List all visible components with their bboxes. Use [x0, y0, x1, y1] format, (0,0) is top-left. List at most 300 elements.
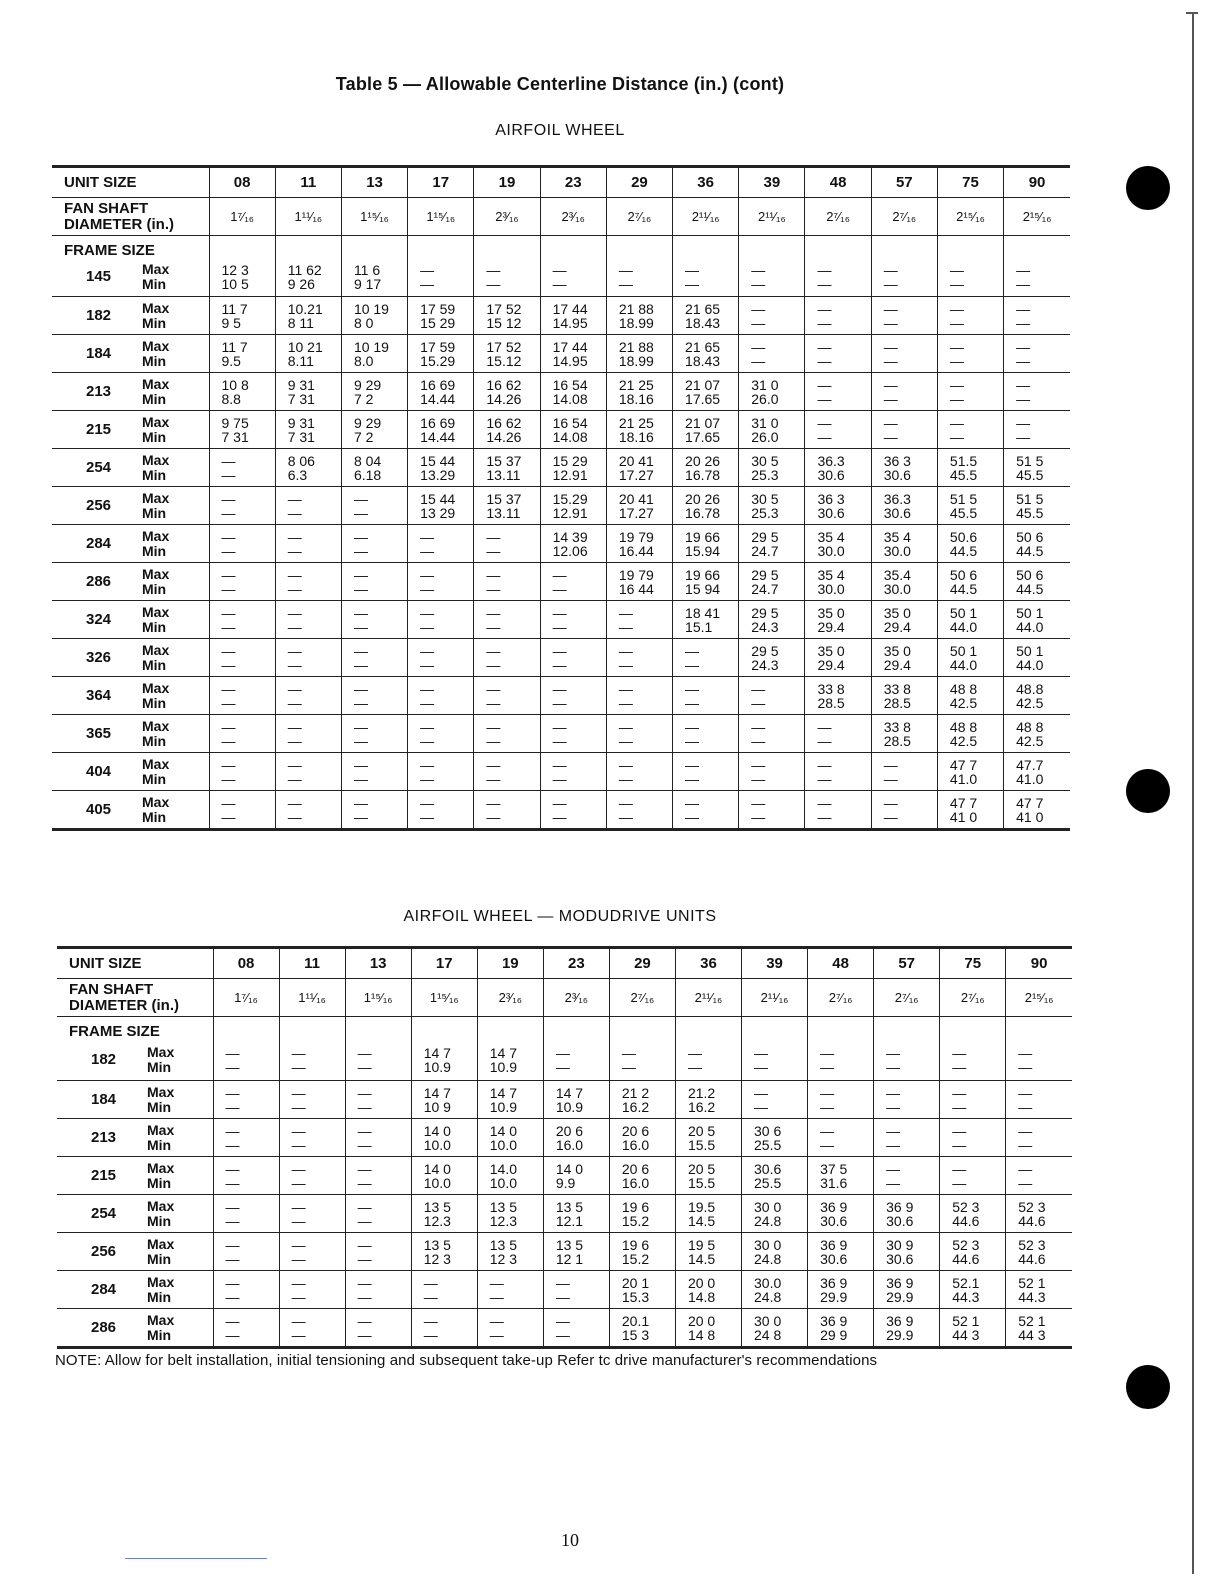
- value-cell: [408, 563, 474, 601]
- min-value: —: [817, 770, 832, 787]
- shaft-diameter: 2¹¹⁄₁₆: [742, 979, 808, 1017]
- max-value: 19 66: [685, 528, 721, 545]
- max-value: 51.5: [949, 452, 978, 469]
- min-value: 15.94: [685, 542, 721, 559]
- value-cell: [477, 1081, 543, 1119]
- min-value: —: [883, 390, 898, 407]
- min-value: —: [1016, 428, 1031, 445]
- min-value: —: [618, 732, 633, 749]
- value-cell: [937, 411, 1003, 449]
- max-value: 19 79: [618, 566, 654, 583]
- max-value: —: [489, 1312, 504, 1329]
- min-value: —: [423, 1288, 438, 1305]
- min-value: 31.6: [820, 1174, 848, 1191]
- max-value: —: [225, 1122, 240, 1139]
- min-value: 42.5: [949, 694, 978, 711]
- value-cell: [275, 601, 341, 639]
- max-value: 31 0: [751, 414, 779, 431]
- value-cell: [345, 1119, 411, 1157]
- min-value: —: [420, 580, 435, 597]
- min-value: —: [357, 1136, 372, 1153]
- value-cell: [540, 373, 606, 411]
- value-cell: [275, 715, 341, 753]
- frame-size: 404: [86, 762, 112, 780]
- unit-size-90: 90: [1006, 948, 1072, 979]
- max-value: —: [1018, 1044, 1033, 1061]
- min-value: 10.0: [489, 1136, 517, 1153]
- empty-cell: [1004, 236, 1070, 259]
- min-value: —: [420, 656, 435, 673]
- value-cell: [805, 715, 871, 753]
- max-value: —: [754, 1084, 768, 1101]
- value-cell: [874, 1081, 940, 1119]
- value-cell: [606, 601, 672, 639]
- value-cell: [874, 1157, 940, 1195]
- min-value: —: [225, 1058, 240, 1075]
- frame-size: 284: [86, 534, 112, 552]
- min-label: Min: [142, 428, 167, 445]
- min-value: 24 8: [754, 1326, 782, 1343]
- value-cell: [739, 487, 805, 525]
- min-value: 44.6: [952, 1212, 980, 1229]
- value-cell: [739, 677, 805, 715]
- value-cell: [474, 791, 540, 830]
- shaft-diameter: 1⁷⁄₁₆: [209, 198, 275, 236]
- min-value: —: [291, 1288, 306, 1305]
- min-value: 18.16: [618, 390, 654, 407]
- min-value: 6.18: [353, 466, 382, 483]
- min-value: 15 94: [685, 580, 721, 597]
- value-cell: [609, 1039, 675, 1081]
- value-cell: [739, 297, 805, 335]
- min-value: 9 26: [287, 276, 315, 292]
- min-value: —: [420, 694, 435, 711]
- max-value: —: [486, 794, 501, 811]
- max-label: Max: [142, 527, 170, 544]
- max-value: 30.0: [754, 1274, 782, 1291]
- max-label: Max: [142, 489, 170, 506]
- value-cell: [341, 563, 407, 601]
- value-cell: [474, 258, 540, 297]
- min-value: 30.6: [817, 504, 845, 521]
- value-cell: [937, 715, 1003, 753]
- value-cell: [474, 677, 540, 715]
- unit-size-36: 36: [675, 948, 741, 979]
- max-value: 20 1: [621, 1274, 650, 1291]
- min-value: 25.5: [754, 1136, 782, 1153]
- value-cell: [275, 753, 341, 791]
- value-cell: [805, 525, 871, 563]
- frame-size: 324: [86, 610, 112, 628]
- max-value: 35 0: [817, 604, 845, 621]
- max-min-labels: [142, 681, 169, 711]
- value-cell: [209, 525, 275, 563]
- value-cell: [543, 1039, 609, 1081]
- value-cell: [742, 1119, 808, 1157]
- min-value: —: [685, 656, 700, 673]
- max-value: 47 7: [949, 756, 978, 773]
- min-value: —: [754, 1098, 768, 1115]
- value-cell: [673, 335, 739, 373]
- min-value: —: [291, 1098, 306, 1115]
- max-value: 50 1: [949, 604, 978, 621]
- max-min-labels: [142, 757, 169, 787]
- max-value: 21.2: [687, 1084, 716, 1101]
- unit-size-23: 23: [543, 948, 609, 979]
- value-cell: [609, 1309, 675, 1348]
- shaft-diameter: 2⁷⁄₁₆: [940, 979, 1006, 1017]
- min-value: 10.9: [489, 1058, 517, 1075]
- shaft-diameter: 2¹⁵⁄₁₆: [1004, 198, 1070, 236]
- min-label: Min: [142, 542, 167, 559]
- max-value: —: [883, 376, 898, 393]
- value-cell: [1006, 1195, 1072, 1233]
- max-value: 36 9: [820, 1274, 848, 1291]
- min-value: 16.2: [687, 1098, 716, 1115]
- min-value: 12.3: [489, 1212, 517, 1229]
- shaft-diameter: 2¹¹⁄₁₆: [675, 979, 741, 1017]
- min-value: 15.12: [486, 352, 522, 369]
- min-value: —: [221, 808, 236, 825]
- max-value: —: [291, 1312, 306, 1329]
- max-value: —: [357, 1044, 372, 1061]
- max-value: —: [552, 680, 567, 697]
- min-value: 12 3: [489, 1250, 517, 1267]
- value-cell: [474, 753, 540, 791]
- frame-size: 365: [86, 724, 112, 742]
- max-min-labels: [147, 1237, 174, 1267]
- max-value: —: [287, 604, 302, 621]
- max-value: —: [291, 1198, 306, 1215]
- min-value: —: [353, 580, 368, 597]
- value-cell: [606, 449, 672, 487]
- value-cell: [675, 1119, 741, 1157]
- min-value: —: [552, 808, 567, 825]
- max-value: —: [1018, 1084, 1033, 1101]
- value-cell: [540, 258, 606, 297]
- max-value: 14 0: [423, 1160, 451, 1177]
- value-cell: [874, 1119, 940, 1157]
- max-value: —: [555, 1274, 570, 1291]
- value-cell: [1004, 715, 1070, 753]
- min-value: —: [1016, 314, 1031, 331]
- min-value: 30.6: [883, 466, 911, 483]
- frame-size-label: FRAME SIZE: [69, 1023, 160, 1040]
- unit-size-label: UNIT SIZE: [57, 948, 213, 979]
- max-value: 10 8: [221, 376, 249, 393]
- value-cell: [937, 258, 1003, 297]
- max-value: 12 3: [221, 262, 249, 278]
- max-value: —: [949, 376, 964, 393]
- value-cell: [477, 1119, 543, 1157]
- max-label: Max: [142, 679, 170, 696]
- max-label: Max: [147, 1235, 175, 1252]
- max-min-labels: [147, 1161, 174, 1191]
- min-value: 14.95: [552, 352, 588, 369]
- min-value: 10.0: [489, 1174, 517, 1191]
- min-value: 15.1: [685, 618, 713, 635]
- value-cell: [739, 373, 805, 411]
- max-value: 50.6: [949, 528, 978, 545]
- min-value: —: [886, 1098, 901, 1115]
- min-value: 10 9: [423, 1098, 451, 1115]
- max-value: —: [883, 338, 898, 355]
- empty-cell: [209, 236, 275, 259]
- max-value: —: [618, 642, 633, 659]
- frame-size: 213: [91, 1128, 117, 1146]
- max-value: 33 8: [883, 718, 911, 735]
- max-value: —: [817, 300, 832, 317]
- min-value: 15.29: [420, 352, 456, 369]
- frame-size: 284: [91, 1280, 117, 1298]
- min-value: 7 2: [353, 390, 374, 407]
- min-value: —: [555, 1326, 570, 1343]
- max-value: —: [552, 756, 567, 773]
- frame-label-cell: [52, 639, 209, 677]
- max-value: 33 8: [817, 680, 845, 697]
- frame-size-row: [52, 236, 1070, 259]
- value-cell: [808, 1157, 874, 1195]
- frame-label-cell: [57, 1195, 213, 1233]
- frame-label-cell: [57, 1119, 213, 1157]
- max-value: —: [751, 794, 766, 811]
- max-value: 35 4: [883, 528, 911, 545]
- value-cell: [1006, 1039, 1072, 1081]
- value-cell: [275, 563, 341, 601]
- value-cell: [477, 1195, 543, 1233]
- min-value: —: [1018, 1136, 1033, 1153]
- min-value: 42.5: [949, 732, 978, 749]
- frame-row-145: [52, 258, 1070, 297]
- min-value: —: [291, 1136, 306, 1153]
- max-value: 52 3: [952, 1236, 980, 1253]
- value-cell: [209, 411, 275, 449]
- min-value: —: [685, 276, 700, 292]
- value-cell: [673, 411, 739, 449]
- max-value: 13 5: [555, 1236, 584, 1253]
- max-label: Max: [147, 1159, 175, 1176]
- max-value: 8 04: [353, 452, 382, 469]
- max-value: —: [555, 1312, 570, 1329]
- min-value: 14.26: [486, 390, 522, 407]
- value-cell: [742, 1309, 808, 1348]
- min-value: —: [1018, 1174, 1033, 1191]
- value-cell: [477, 1309, 543, 1348]
- min-value: —: [353, 770, 368, 787]
- max-value: 30 5: [751, 490, 779, 507]
- min-value: —: [287, 656, 302, 673]
- empty-cell: [341, 236, 407, 259]
- value-cell: [1006, 1157, 1072, 1195]
- max-value: —: [353, 718, 368, 735]
- max-value: —: [291, 1160, 306, 1177]
- min-value: —: [420, 770, 435, 787]
- min-value: 14 8: [687, 1326, 716, 1343]
- min-value: 8 0: [353, 314, 374, 331]
- value-cell: [275, 297, 341, 335]
- min-value: 44 3: [1018, 1326, 1046, 1343]
- min-value: 9.5: [221, 352, 241, 369]
- max-value: —: [751, 718, 766, 735]
- value-cell: [874, 1233, 940, 1271]
- max-value: —: [221, 680, 236, 697]
- min-value: 30.6: [886, 1250, 914, 1267]
- unit-size-17: 17: [411, 948, 477, 979]
- value-cell: [408, 449, 474, 487]
- min-value: —: [225, 1098, 240, 1115]
- min-label: Min: [142, 314, 167, 331]
- value-cell: [805, 449, 871, 487]
- min-value: 14.95: [552, 314, 588, 331]
- min-value: 8 11: [287, 314, 314, 331]
- min-value: 18.43: [685, 352, 721, 369]
- max-value: —: [1016, 262, 1031, 278]
- value-cell: [742, 1039, 808, 1081]
- max-value: —: [225, 1198, 240, 1215]
- min-label: Min: [142, 808, 167, 825]
- min-value: —: [817, 276, 832, 292]
- frame-label-cell: [52, 258, 209, 297]
- value-cell: [275, 791, 341, 830]
- min-value: —: [754, 1058, 768, 1075]
- value-cell: [940, 1157, 1006, 1195]
- value-cell: [805, 487, 871, 525]
- max-value: —: [751, 338, 766, 355]
- min-value: —: [883, 808, 898, 825]
- min-value: 30.0: [883, 542, 911, 559]
- value-cell: [675, 1195, 741, 1233]
- value-cell: [543, 1271, 609, 1309]
- min-value: 41 0: [949, 808, 978, 825]
- unit-size-08: 08: [209, 167, 275, 198]
- max-value: —: [621, 1044, 636, 1061]
- value-cell: [341, 297, 407, 335]
- max-value: —: [949, 414, 964, 431]
- value-cell: [540, 449, 606, 487]
- value-cell: [742, 1081, 808, 1119]
- min-value: 44.6: [1018, 1212, 1046, 1229]
- min-value: —: [423, 1326, 438, 1343]
- min-value: 28.5: [883, 694, 911, 711]
- min-value: 25.3: [751, 504, 779, 521]
- frame-label-cell: [52, 487, 209, 525]
- max-value: 36 3: [883, 452, 911, 469]
- min-value: 45.5: [949, 504, 978, 521]
- min-value: 44.6: [952, 1250, 980, 1267]
- min-value: —: [489, 1326, 504, 1343]
- max-value: 9 29: [353, 376, 382, 393]
- min-value: 44.6: [1018, 1250, 1046, 1267]
- value-cell: [675, 1233, 741, 1271]
- min-value: 15 3: [621, 1326, 650, 1343]
- min-value: —: [883, 276, 898, 292]
- empty-cell: [739, 236, 805, 259]
- unit-size-57: 57: [874, 948, 940, 979]
- frame-label-cell: [52, 297, 209, 335]
- value-cell: [275, 677, 341, 715]
- max-value: —: [353, 756, 368, 773]
- max-value: 21 65: [685, 300, 721, 317]
- frame-row-215: [52, 411, 1070, 449]
- value-cell: [673, 639, 739, 677]
- min-value: 45.5: [949, 466, 978, 483]
- shaft-diameter: 2⁷⁄₁₆: [874, 979, 940, 1017]
- value-cell: [213, 1195, 279, 1233]
- min-label: Min: [147, 1136, 172, 1153]
- max-value: —: [225, 1084, 240, 1101]
- empty-cell: [937, 236, 1003, 259]
- empty-cell: [808, 1017, 874, 1040]
- max-value: 20.1: [621, 1312, 650, 1329]
- max-value: —: [685, 680, 700, 697]
- value-cell: [739, 563, 805, 601]
- frame-row-213: [52, 373, 1070, 411]
- min-value: 13.11: [486, 466, 521, 483]
- frame-row-184: [57, 1081, 1072, 1119]
- max-value: —: [221, 490, 236, 507]
- min-value: —: [353, 542, 368, 559]
- value-cell: [739, 258, 805, 297]
- value-cell: [937, 791, 1003, 830]
- min-value: —: [621, 1058, 636, 1075]
- min-value: 15.2: [621, 1212, 650, 1229]
- unit-size-39: 39: [739, 167, 805, 198]
- frame-label-cell: [57, 1157, 213, 1195]
- value-cell: [341, 677, 407, 715]
- min-value: —: [221, 466, 236, 483]
- value-cell: [871, 563, 937, 601]
- value-cell: [279, 1081, 345, 1119]
- value-cell: [540, 335, 606, 373]
- max-min-labels: [142, 719, 169, 749]
- shaft-diameter: 1¹⁵⁄₁₆: [411, 979, 477, 1017]
- value-cell: [606, 715, 672, 753]
- min-value: —: [353, 656, 368, 673]
- min-value: 24.7: [751, 580, 779, 597]
- max-value: 14 7: [555, 1084, 584, 1101]
- max-value: —: [552, 262, 567, 278]
- min-value: 18.99: [618, 314, 654, 331]
- min-label: Min: [142, 276, 167, 292]
- min-value: 28.5: [883, 732, 911, 749]
- max-value: —: [420, 528, 435, 545]
- value-cell: [675, 1081, 741, 1119]
- min-value: —: [552, 580, 567, 597]
- min-value: —: [420, 808, 435, 825]
- min-value: 44.5: [1016, 542, 1044, 559]
- min-value: —: [1016, 352, 1031, 369]
- value-cell: [937, 487, 1003, 525]
- max-label: Max: [147, 1311, 175, 1328]
- value-cell: [874, 1039, 940, 1081]
- max-value: 10 21: [287, 338, 323, 355]
- frame-row-184: [52, 335, 1070, 373]
- min-value: —: [949, 390, 964, 407]
- min-value: —: [221, 770, 236, 787]
- max-value: 36 9: [886, 1198, 914, 1215]
- min-value: 13 29: [420, 504, 456, 521]
- max-min-labels: [142, 567, 169, 597]
- value-cell: [341, 258, 407, 297]
- max-value: —: [287, 718, 302, 735]
- modudrive-table: [57, 946, 1072, 1349]
- value-cell: [742, 1157, 808, 1195]
- max-value: —: [353, 604, 368, 621]
- max-value: —: [420, 794, 435, 811]
- min-value: —: [486, 276, 501, 292]
- value-cell: [940, 1081, 1006, 1119]
- unit-size-39: 39: [742, 948, 808, 979]
